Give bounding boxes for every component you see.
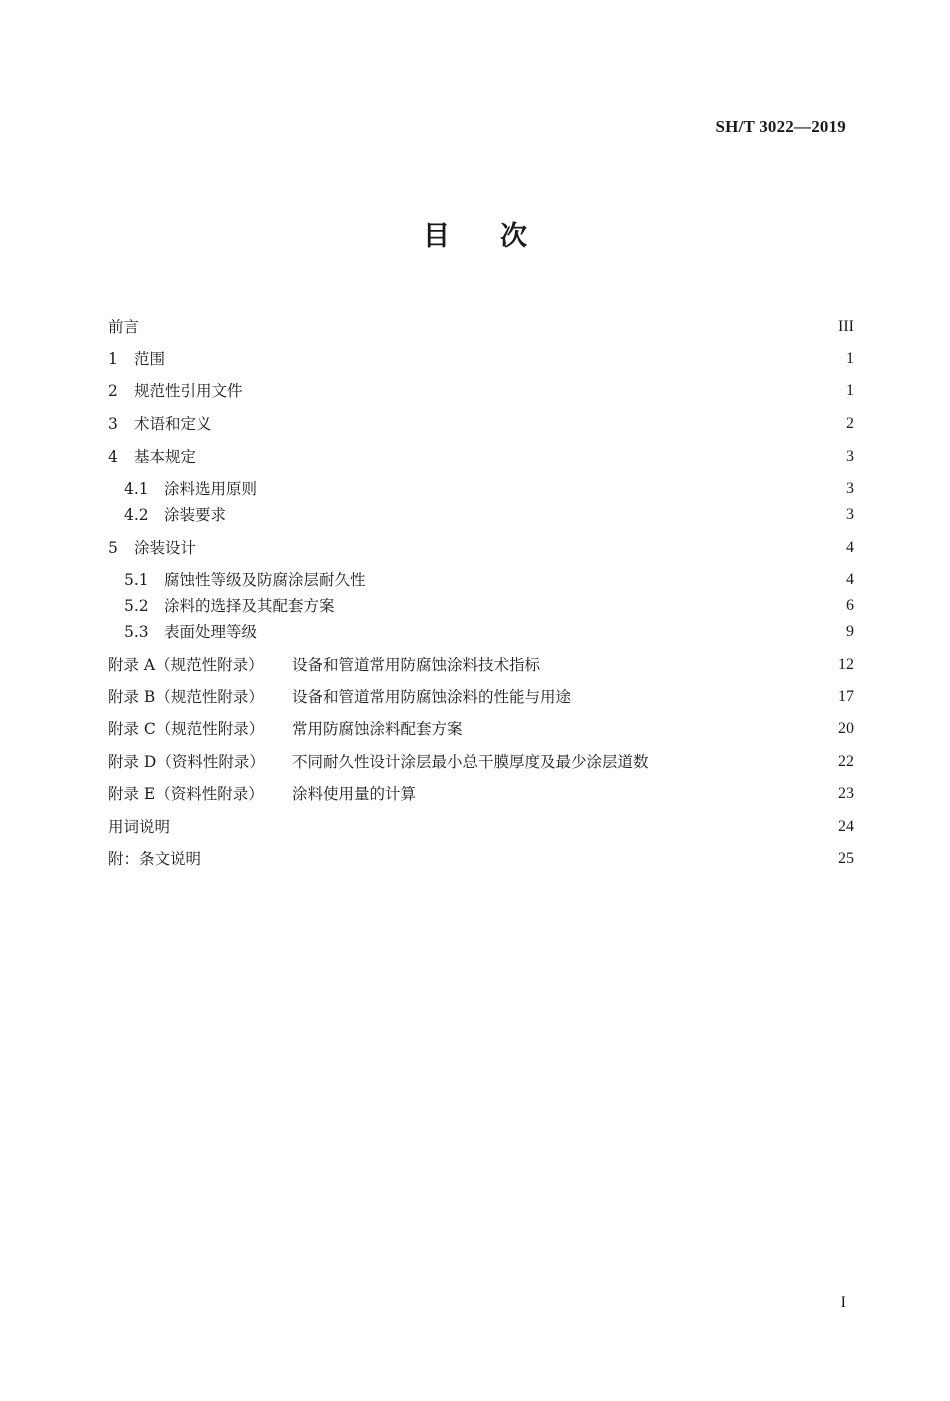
toc-entry-page: 1 (846, 382, 854, 399)
dot-leader (245, 378, 844, 404)
toc-entry-label: 涂料使用量的计算 (292, 785, 417, 803)
toc-entry-number: 附录 B（规范性附录） (108, 688, 264, 706)
toc-entry[interactable] (124, 567, 854, 593)
toc-entry[interactable] (124, 593, 854, 619)
dot-leader (465, 716, 836, 742)
toc-entry-number: 2 (108, 382, 118, 400)
dot-leader (368, 567, 844, 593)
toc-entry-number: 4 (108, 448, 118, 466)
toc-entry[interactable] (108, 652, 854, 678)
toc-entry-label: 腐蚀性等级及防腐涂层耐久性 (164, 571, 366, 589)
toc-entry[interactable] (108, 378, 854, 404)
toc-entry-label: 范围 (134, 350, 166, 368)
toc-entry-page: 4 (846, 571, 854, 588)
toc-entry[interactable] (124, 476, 854, 502)
toc-entry-page: 24 (838, 818, 854, 835)
toc-entry[interactable] (108, 444, 854, 470)
toc-entry-number: 5 (108, 539, 118, 557)
dot-leader (651, 749, 836, 775)
toc-entry[interactable] (124, 502, 854, 528)
toc-entry-label: 涂料的选择及其配套方案 (164, 597, 335, 615)
toc-entry[interactable] (108, 716, 854, 742)
toc-entry-label: 涂装要求 (164, 506, 227, 524)
toc-entry-page: 3 (846, 448, 854, 465)
toc-entry-label: 用词说明 (108, 818, 171, 836)
toc-entry-label: 涂料选用原则 (164, 480, 258, 498)
toc-entry-page: 1 (846, 350, 854, 367)
dot-leader (542, 652, 836, 678)
toc-entry-number: 附录 A（规范性附录） (108, 656, 264, 674)
toc-entry-page: 3 (846, 506, 854, 523)
toc-entry-label: 涂装设计 (134, 539, 197, 557)
toc-entry-number: 1 (108, 350, 118, 368)
dot-leader (259, 476, 844, 502)
toc-entry-page: 6 (846, 597, 854, 614)
toc-entry[interactable] (108, 411, 854, 437)
toc-entry-page: 22 (838, 753, 854, 770)
toc-entry-page: 2 (846, 415, 854, 432)
dot-leader (573, 684, 836, 710)
toc-entry-label: 规范性引用文件 (134, 382, 243, 400)
toc-entry-label: 前言 (108, 318, 140, 336)
toc-entry-number: 5.3 (124, 623, 149, 641)
toc-entry-label: 设备和管道常用防腐蚀涂料技术指标 (292, 656, 541, 674)
dot-leader (198, 444, 844, 470)
dot-leader (203, 846, 836, 872)
toc-entry-number: 3 (108, 415, 118, 433)
dot-leader (172, 814, 836, 840)
toc-entry-number: 5.2 (124, 597, 149, 615)
toc-entry-page: III (838, 318, 854, 335)
toc-entry-label: 不同耐久性设计涂层最小总干膜厚度及最少涂层道数 (292, 753, 649, 771)
toc-entry[interactable] (108, 846, 854, 872)
toc-entry-label: 附：条文说明 (108, 850, 202, 868)
dot-leader (337, 593, 844, 619)
toc-entry-label: 常用防腐蚀涂料配套方案 (292, 720, 463, 738)
dot-leader (418, 781, 836, 807)
toc-entry-page: 17 (838, 688, 854, 705)
dot-leader (214, 411, 844, 437)
toc-entry[interactable] (108, 749, 854, 775)
toc-entry-number: 5.1 (124, 571, 149, 589)
toc-entry-number: 附录 D（资料性附录） (108, 753, 265, 771)
toc-entry[interactable] (108, 684, 854, 710)
toc-entry[interactable] (124, 619, 854, 645)
dot-leader (141, 314, 836, 340)
toc-entry-label: 基本规定 (134, 448, 197, 466)
toc-entry-label: 术语和定义 (134, 415, 212, 433)
toc-entry[interactable] (108, 314, 854, 340)
dot-leader (198, 535, 844, 561)
toc-entry-label: 设备和管道常用防腐蚀涂料的性能与用途 (292, 688, 572, 706)
toc-entry-number: 4.2 (124, 506, 149, 524)
page-number: I (840, 1294, 846, 1311)
toc-entry-number: 附录 E（资料性附录） (108, 785, 264, 803)
toc-entry-page: 3 (846, 480, 854, 497)
dot-leader (259, 619, 844, 645)
toc-entry-number: 4.1 (124, 480, 149, 498)
toc-entry-label: 表面处理等级 (164, 623, 258, 641)
toc-entry-page: 25 (838, 850, 854, 867)
standard-code: SH/T 3022—2019 (715, 117, 846, 136)
toc-entry[interactable] (108, 535, 854, 561)
toc-entry-page: 9 (846, 623, 854, 640)
toc-entry[interactable] (108, 781, 854, 807)
dot-leader (228, 502, 844, 528)
toc-entry-page: 4 (846, 539, 854, 556)
dot-leader (167, 346, 844, 372)
toc-entry-page: 12 (838, 656, 854, 673)
toc-entry-number: 附录 C（规范性附录） (108, 720, 265, 738)
toc-entry[interactable] (108, 814, 854, 840)
toc-entry-page: 20 (838, 720, 854, 737)
toc-entry[interactable] (108, 346, 854, 372)
page-title: 目次 (423, 221, 577, 252)
toc-entry-page: 23 (838, 785, 854, 802)
